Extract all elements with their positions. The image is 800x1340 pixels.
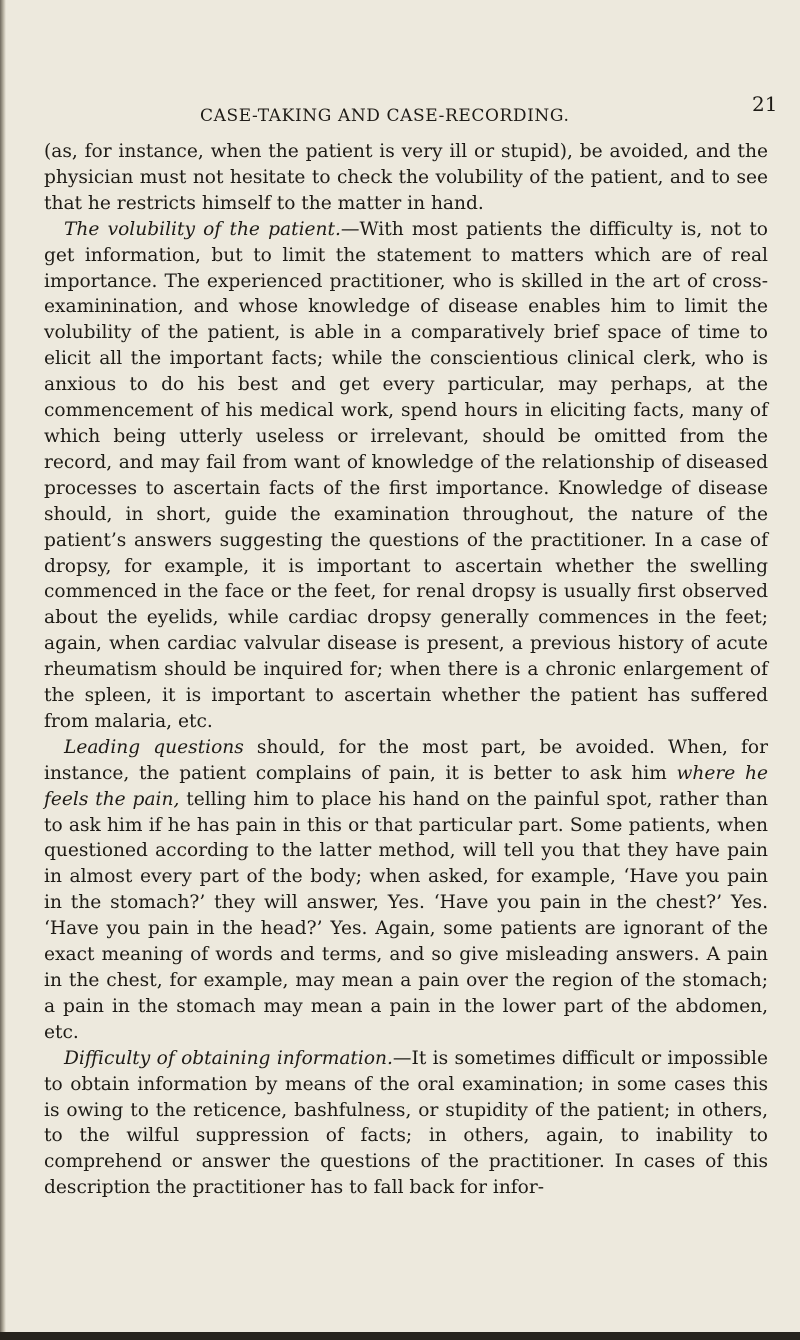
page-edge-shadow <box>0 0 6 1340</box>
running-head: CASE-TAKING AND CASE-RECORDING. <box>200 106 570 126</box>
paragraph-volubility <box>44 217 768 735</box>
paragraph-difficulty-text: —It is sometimes difficult or impossible to obtain information by means of the oral examination; in some cases this is owing to the reticence, bashfulness, or stupidity of the patient; in others, to the wilful suppression of facts; in others, again, to inability to comprehend or answer the questions of the practitioner. In cases of this description the practitioner has to fall back for infor- <box>44 1047 768 1199</box>
page-header <box>0 88 800 128</box>
section-heading-leading-questions: Leading questions <box>64 736 244 758</box>
paragraph-continuation: (as, for instance, when the patient is very ill or stupid), be avoided, and the physician must not hesitate to check the volubility of the patient, and to see that he restricts himself to the matter in hand. <box>44 141 768 214</box>
section-heading-difficulty: Difficulty of obtaining information. <box>64 1047 393 1069</box>
emphasis-where-pain: where he feels the pain, <box>44 762 768 810</box>
paragraph-difficulty <box>44 1046 768 1201</box>
section-heading-volubility: The volubility of the patient. <box>64 218 341 240</box>
paragraph-volubility-text: —With most patients the difficulty is, not to get information, but to limit the statement to matters which are of real importance. The experienced practitioner, who is skilled in the art of cross-examinination, and whose knowledge of disease enables him to limit the volubility of the patient, is able in a comparatively brief space of time to elicit all the important facts; while the conscientious clinical clerk, who is anxious to do his best and get every particular, may perhaps, at the commencement of his medical work, spend hours in eliciting facts, many of which being utterly useless or irrelevant, should be omitted from the record, and may fail from want of knowledge of the relationship of diseased processes to ascertain facts of the first importance. Knowledge of disease should, in short, guide the examination throughout, the nature of the patient’s answers suggesting the questions of the practitioner. In a case of dropsy, for example, it is important to ascertain whether the swelling commenced in the face or the feet, for renal dropsy is usually first observed about the eyelids, while cardiac dropsy generally commences in the feet; again, when cardiac valvular disease is present, a previous history of acute rheumatism should be inquired for; when there is a chronic enlargement of the spleen, it is important to ascertain whether the patient has suffered from malaria, etc. <box>44 218 768 732</box>
paragraph-leading-questions <box>44 735 768 1046</box>
page-number: 21 <box>752 92 778 116</box>
paragraph-leading-text-a: should, for the most part, be avoided. When, for instance, the patient complains of pain, it is better to ask him <box>44 736 768 784</box>
body-text <box>44 139 768 1201</box>
paragraph-leading-text-b: telling him to place his hand on the painful spot, rather than to ask him if he has pain in this or that particular part. Some patients, when questioned according to the latter method, will tell you that they have pain in almost every part of the body; when asked, for example, ‘Have you pain in the stomach?’ they will answer, Yes. ‘Have you pain in the chest?’ Yes. ‘Have you pain in the head?’ Yes. Again, some patients are ignorant of the exact meaning of words and terms, and so give misleading answers. A pain in the chest, for example, may mean a pain over the region of the stomach; a pain in the stomach may mean a pain in the lower part of the abdomen, etc. <box>44 788 768 1043</box>
bottom-border <box>0 1332 800 1340</box>
